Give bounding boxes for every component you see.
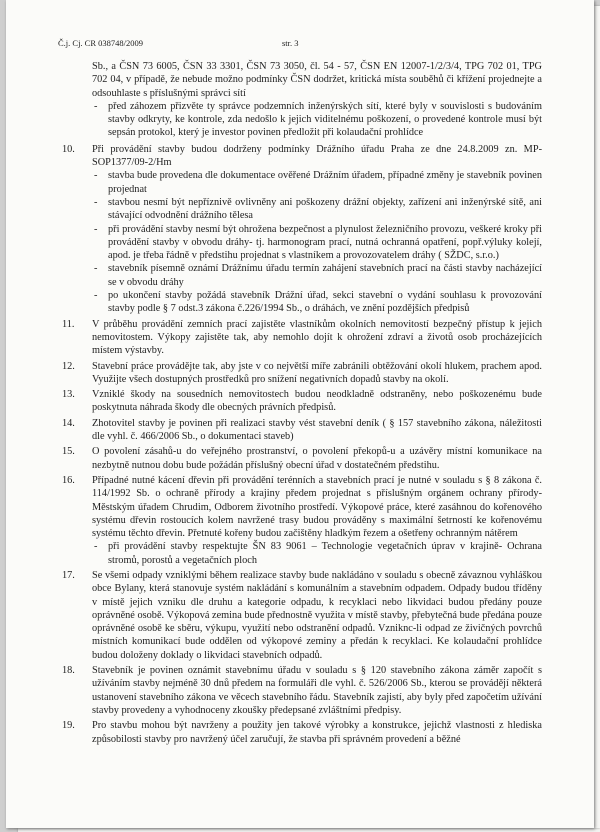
item-number: 12. xyxy=(62,360,75,372)
bullet-text: stavba bude provedena dle dokumentace ověřené Drážním úřadem, případné změny je stavebník povinen projednat xyxy=(108,170,542,195)
intro-bullet xyxy=(62,100,542,140)
item-text: Zhotovitel stavby je povinen při realizaci stavby vést stavební deník ( § 157 stavebního zákona, náležitosti dle vyhl. č. 466/2006 Sb., o dokumentaci staveb) xyxy=(92,417,542,443)
bullet-text: stavbou nesmí být nepříznivě ovlivněny ani poškozeny drážní objekty, zařízení ani inženýrské sítě, ani stávající odvodnění drážního tělesa xyxy=(108,196,542,222)
list-item xyxy=(62,360,542,387)
item-bullet xyxy=(62,540,542,567)
bullet-text: před záhozem přizvěte ty správce podzemních inženýrských sítí, které byly v souvislosti s budováním stavby odkryty, ke kontrole, zda nedošlo k jejich viditelnému poškození, o provedené kontrole musí být sepsán protokol, který je investor povinen předložit při kolaudační prohlídce xyxy=(108,100,542,139)
bullet-text: stavebník písemně oznámí Drážnímu úřadu termín zahájení stavebních prací na části stavby nacházející se v obvodu dráhy xyxy=(108,263,542,288)
item-text: Stavebník je povinen oznámit stavebnímu úřadu v souladu s § 120 stavebního zákona záměr započít s užíváním stavby nejméně 30 dnů předem na formuláři dle vyhl. č. 526/2006 Sb., kterou se provádějí některá ustanovení stavebního zákona ve věcech stavebního řádu. Stavebník zajistí, aby byly před započetím užívání stavby provedeny a vyhodnoceny zkoušky předepsané zvláštními předpisy. xyxy=(92,665,542,716)
intro-paragraph: Sb., a ČSN 73 6005, ČSN 33 3301, ČSN 73 3050, čl. 54 - 57, ČSN EN 12007-1/2/3/4, TPG 702 01, TPG 702 04, v případě, že nebude možno podmínky ČSN dodržet, kritická místa souběhů či křížení projednejte a odsouhlaste s příslušnými správci sítí xyxy=(92,61,542,99)
list-item xyxy=(62,719,542,746)
list-item xyxy=(62,474,542,540)
item-number: 11. xyxy=(62,318,75,330)
item-text: Se všemi odpady vzniklými během realizace stavby bude nakládáno v souladu s obecně závaznou vyhláškou obce Bylany, která stanovuje systém nakládání s komunálním a stavebním odpadem. Odpady budou tříděny v místě jejich vzniku dle druhu a kategorie odpadu, k recyklaci nebo likvidaci budou předány pouze oprávněné osobě. Výkopová zemina bude přednostně využita v místě stavby, přebytečná bude předána pouze oprávněné osobě ke sběru, výkupu, využití nebo odstranění odpadů. Vzniknc-li odpad ze živičných povrchů místních komunikací bude oddělen od výkopové zeminy a předán k recyklaci. Ke kolaudační prohlídce budou doloženy doklady o likvidaci stavebních odpadů. xyxy=(92,569,542,661)
list-item xyxy=(62,143,542,170)
item-number: 15. xyxy=(62,446,75,458)
item-bullet xyxy=(62,289,542,316)
document-body xyxy=(62,60,542,748)
item-bullet xyxy=(62,196,542,223)
bullet-dash: - xyxy=(94,541,98,553)
list-item xyxy=(62,445,542,472)
bullet-dash: - xyxy=(94,290,98,302)
bullet-dash: - xyxy=(94,263,98,275)
list-item xyxy=(62,664,542,717)
list-item xyxy=(62,417,542,444)
item-text: Vzniklé škody na sousedních nemovitostech budou neodkladně odstraněny, nebo poškozenému bude poskytnuta náhrada škody dle obecných právních předpisů. xyxy=(92,389,542,414)
bullet-dash: - xyxy=(94,196,98,208)
reference-number: Č.j. Cj. CR 038748/2009 xyxy=(58,38,144,48)
list-item xyxy=(62,388,542,415)
bullet-text: po ukončení stavby požádá stavebník Drážní úřad, sekci stavební o vydání souhlasu k provozování stavby podle § 7 odst.3 zákona č.226/1994 Sb., o dráhách, ve znění pozdějších předpisů xyxy=(108,290,542,315)
item-text: Při provádění stavby budou dodrženy podmínky Drážního úřadu Praha ze dne 24.8.2009 zn. MP-SOP1377/09-2/Hm xyxy=(92,143,542,169)
item-number: 16. xyxy=(62,474,75,486)
numbered-list xyxy=(62,143,542,748)
list-item xyxy=(62,318,542,358)
item-bullet xyxy=(62,169,542,196)
item-number: 19. xyxy=(62,720,75,732)
bullet-text: při provádění stavby respektujte ŠN 83 9061 – Technologie vegetačních úprav v krajině- Ochrana stromů, porostů a vegetačních ploch xyxy=(108,541,542,566)
item-number: 10. xyxy=(62,143,75,155)
item-number: 13. xyxy=(62,389,75,401)
item-text: Případné nutné kácení dřevin při provádění terénních a stavebních prací je nutné v souladu s § 8 zákona č. 114/1992 Sb. o ochraně přírody a krajiny předem projednat s příslušným orgánem ochrany přírody- Městským úřadem Chrudim, Odborem životního prostředí. Výkopové práce, které zasáhnou do kořenového systému dřevin rostoucích kolem navržené trasy budou prováděny s maximální šetrností ke kořenovému systému těchto dřevin. Přetnuté kořeny budou začištěny hladkým řezem a ošetřeny ochranným nátěrem xyxy=(92,474,542,540)
list-item xyxy=(62,569,542,662)
item-text: Pro stavbu mohou být navrženy a použity jen takové výrobky a konstrukce, jejichž vlastnosti z hlediska způsobilosti stavby pro navržený účel zaručují, že stavba při správném provedení a běžné xyxy=(92,720,542,745)
document-page xyxy=(6,0,594,828)
page-number: str. 3 xyxy=(282,38,299,48)
item-bullet xyxy=(62,262,542,289)
item-bullet xyxy=(62,223,542,263)
item-number: 18. xyxy=(62,665,75,677)
item-text: Stavební práce provádějte tak, aby jste v co největší míře zabránili obtěžování okolí hlukem, prachem apod. Využijte všech dostupných prostředků pro snížení negativních dopadů stavby na okolí. xyxy=(92,360,542,385)
item-number: 17. xyxy=(62,569,75,581)
item-text: V průběhu provádění zemních prací zajistěte vlastníkům okolních nemovitostí bezpečný přístup k jejich nemovitostem. Výkopy zajistěte tak, aby nemohlo dojít k ohrožení zdraví a životů osob procházejících místem výstavby. xyxy=(92,318,542,357)
item-text: O povolení zásahů-u do veřejného prostranství, o povolení překopů-u a uzávěry místní komunikace na nezbytně nutnou dobu bude požádán příslušný obecní úřad v dostatečném předstihu. xyxy=(92,446,542,471)
bullet-dash: - xyxy=(94,223,98,235)
item-number: 14. xyxy=(62,417,75,429)
bullet-dash: - xyxy=(94,170,98,182)
bullet-text: při provádění stavby nesmí být ohrožena bezpečnost a plynulost železničního provozu, veškeré kroky při provádění stavby v obvodu dráhy- tj. harmonogram prací, nutná ochranná opatření, popř.výluky kolejí, apod. je třeba řádně v předstihu projednat s vlastníkem a provozovatelem dráhy ( SŽDC, s.r.o.) xyxy=(108,223,542,262)
bullet-dash: - xyxy=(94,100,98,112)
